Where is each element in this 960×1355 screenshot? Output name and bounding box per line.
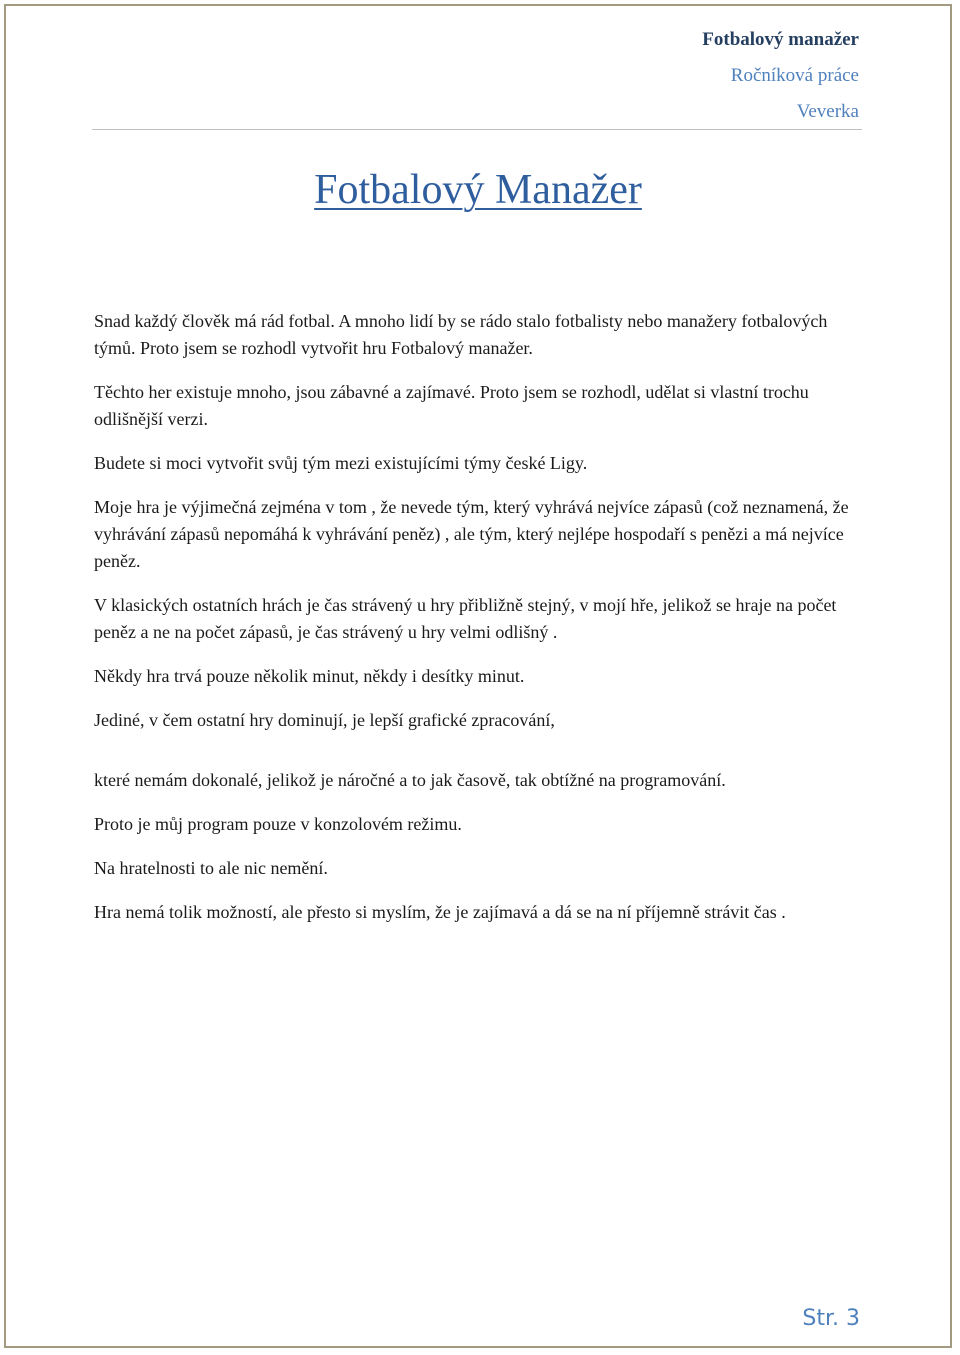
paragraph: Na hratelnosti to ale nic nemění. <box>94 858 328 878</box>
header-author: Veverka <box>796 101 859 122</box>
page-header <box>702 28 859 124</box>
paragraph: Jediné, v čem ostatní hry dominují, je lepší grafické zpracování, <box>94 710 555 730</box>
document-title: Fotbalový Manažer <box>314 167 642 213</box>
paragraph: které nemám dokonalé, jelikož je náročné a to jak časově, tak obtížné na programování. <box>94 770 726 790</box>
paragraph: Proto je můj program pouze v konzolovém režimu. <box>94 814 462 834</box>
page-number: Str. 3 <box>802 1306 860 1331</box>
header-divider <box>92 129 862 130</box>
paragraph: V klasických ostatních hrách je čas strávený u hry přibližně stejný, v mojí hře, jelikož se hraje na počet peněz a ne na počet zápasů, je čas strávený u hry velmi odlišný . <box>94 595 837 642</box>
paragraph: Snad každý člověk má rád fotbal. A mnoho lidí by se rádo stalo fotbalisty nebo manažery fotbalových týmů. Proto jsem se rozhodl vytvořit hru Fotbalový manažer. <box>94 311 828 358</box>
header-title: Fotbalový manažer <box>702 29 859 50</box>
paragraph: Někdy hra trvá pouze několik minut, někdy i desítky minut. <box>94 666 525 686</box>
header-subtitle: Ročníková práce <box>730 65 859 86</box>
paragraph: Těchto her existuje mnoho, jsou zábavné a zajímavé. Proto jsem se rozhodl, udělat si vlastní trochu odlišnější verzi. <box>94 382 809 429</box>
document-body <box>94 308 864 943</box>
paragraph: Hra nemá tolik možností, ale přesto si myslím, že je zajímavá a dá se na ní příjemně strávit čas . <box>94 902 786 922</box>
paragraph: Budete si moci vytvořit svůj tým mezi existujícími týmy české Ligy. <box>94 453 588 473</box>
paragraph: Moje hra je výjimečná zejména v tom , že nevede tým, který vyhrává nejvíce zápasů (což neznamená, že vyhrávání zápasů nepomáhá k vyhrávání peněz) , ale tým, který nejlépe hospodaří s penězi a má nejvíce peněz. <box>94 497 849 571</box>
